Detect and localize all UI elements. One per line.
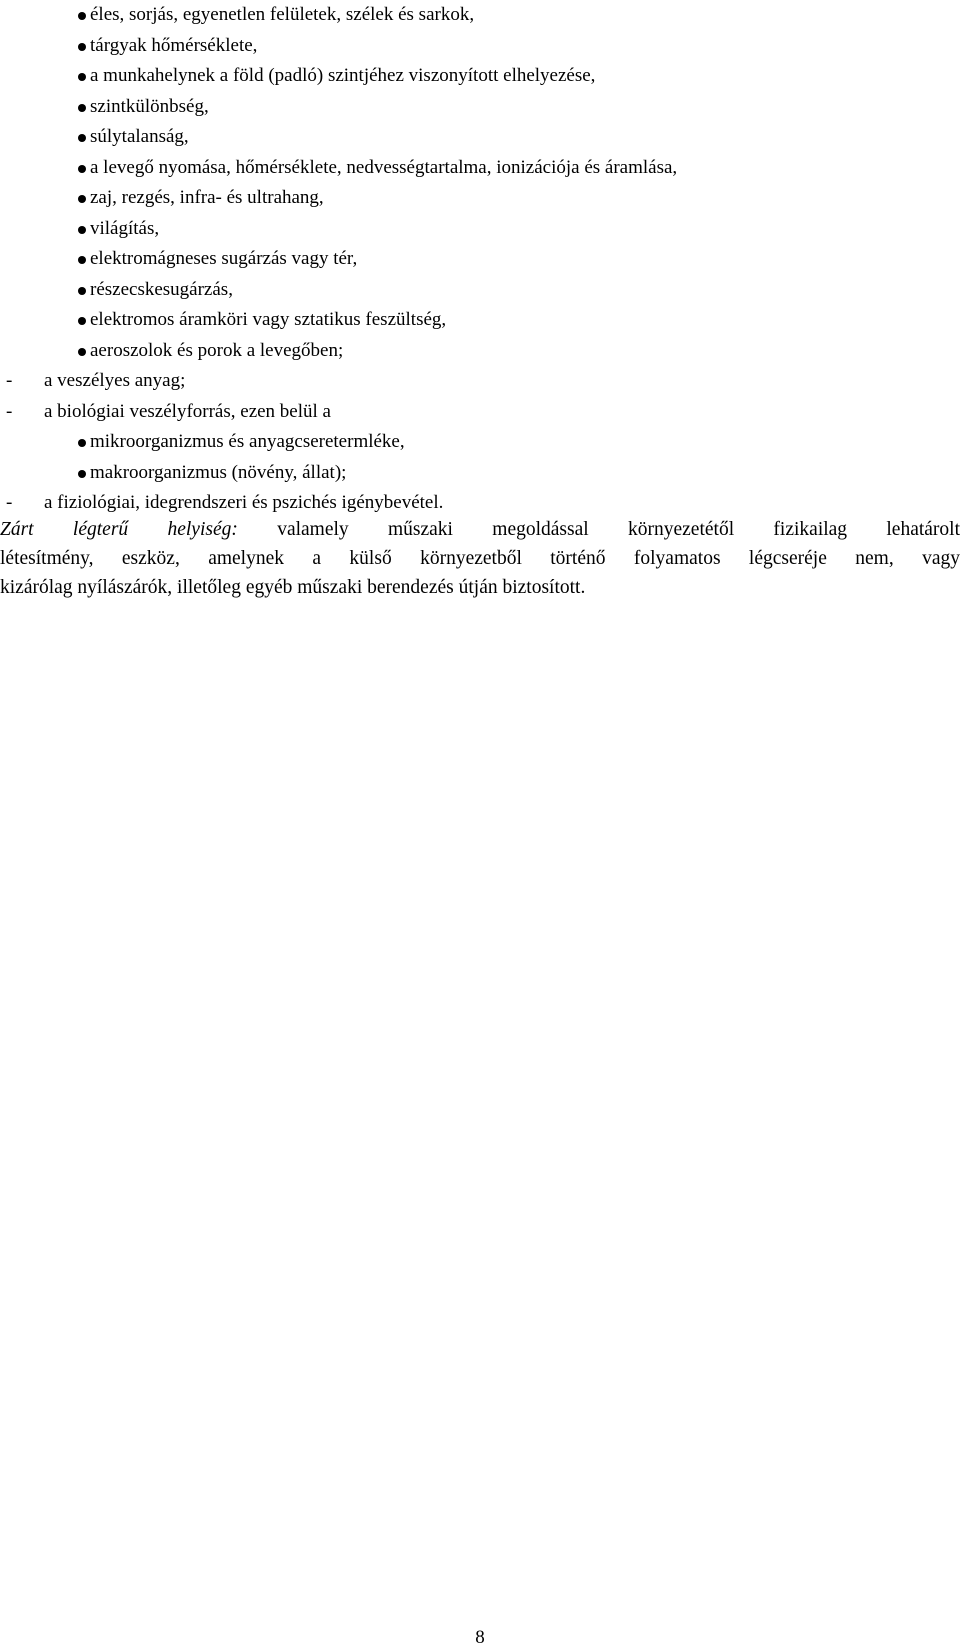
bullet-icon [78, 43, 86, 51]
list-item: makroorganizmus (növény, állat); [0, 458, 960, 489]
list-item: tárgyak hőmérséklete, [0, 31, 960, 62]
dash-item: - a fiziológiai, idegrendszeri és pszichés igénybevétel. [0, 488, 960, 519]
bullet-icon [78, 287, 86, 295]
list-item: zaj, rezgés, infra- és ultrahang, [0, 183, 960, 214]
list-item: elektromágneses sugárzás vagy tér, [0, 244, 960, 275]
definition-paragraph [0, 515, 960, 602]
bullet-icon [78, 195, 86, 203]
bullet-icon [78, 134, 86, 142]
dash-icon: - [6, 370, 13, 391]
bullet-icon [78, 165, 86, 173]
bullet-icon [78, 317, 86, 325]
list-item: a munkahelynek a föld (padló) szintjéhez viszonyított elhelyezése, [0, 61, 960, 92]
dash-item: - a veszélyes anyag; [0, 366, 960, 397]
hazard-list [0, 0, 960, 519]
list-item: világítás, [0, 214, 960, 245]
bullet-icon [78, 256, 86, 264]
dash-icon: - [6, 492, 13, 513]
bullet-icon [78, 470, 86, 478]
list-item: a levegő nyomása, hőmérséklete, nedvességtartalma, ionizációja és áramlása, [0, 153, 960, 184]
bullet-icon [78, 73, 86, 81]
definition-line: Zárt légterű helyiség: valamely műszaki megoldással környezetétől fizikailag lehatárolt [0, 519, 960, 540]
list-item: részecskesugárzás, [0, 275, 960, 306]
dash-icon: - [6, 400, 13, 422]
bullet-icon [78, 226, 86, 234]
definition-term: Zárt légterű helyiség: [0, 519, 238, 540]
bullet-icon [78, 12, 86, 20]
bullet-icon [78, 439, 86, 447]
definition-line: kizárólag nyílászárók, illetőleg egyéb műszaki berendezés útján biztosított. [0, 577, 586, 598]
page-number: 8 [475, 1627, 485, 1648]
dash-item: - a biológiai veszélyforrás, ezen belül a [0, 397, 960, 428]
list-item: súlytalanság, [0, 122, 960, 153]
list-item: éles, sorjás, egyenetlen felületek, szélek és sarkok, [0, 0, 960, 31]
bullet-icon [78, 348, 86, 356]
list-item: szintkülönbség, [0, 92, 960, 123]
list-item: elektromos áramköri vagy sztatikus feszültség, [0, 305, 960, 336]
list-item: aeroszolok és porok a levegőben; [0, 336, 960, 367]
bullet-icon [78, 104, 86, 112]
list-item: mikroorganizmus és anyagcseretermléke, [0, 427, 960, 458]
definition-line: létesítmény, eszköz, amelynek a külső környezetből történő folyamatos légcseréje nem, vagy [0, 548, 960, 569]
